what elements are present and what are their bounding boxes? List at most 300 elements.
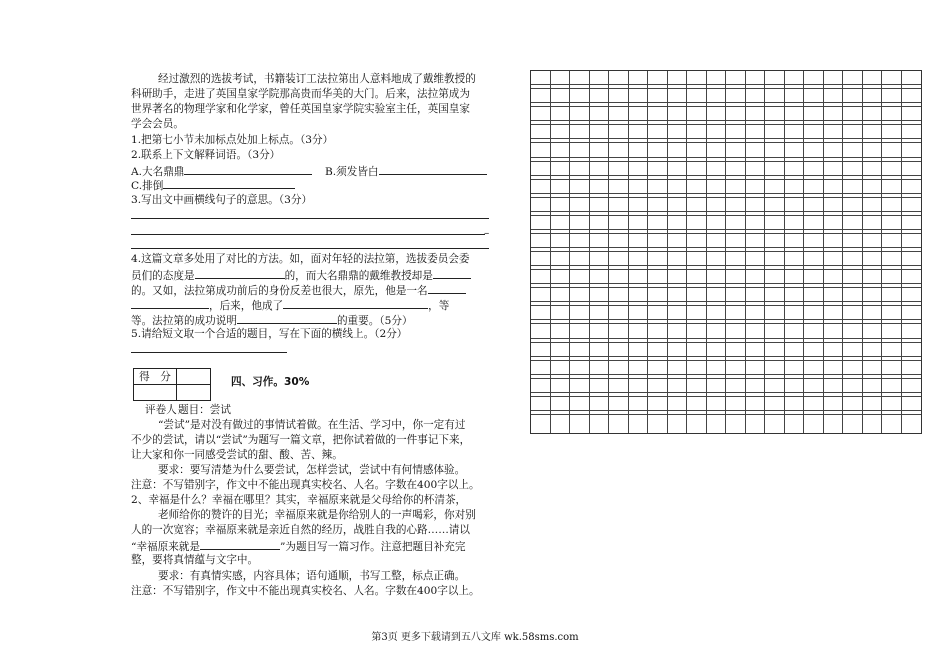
grid-cell[interactable] (609, 180, 629, 198)
grid-cell[interactable] (765, 180, 785, 198)
grid-cell[interactable] (629, 379, 649, 397)
grid-cell[interactable] (570, 343, 590, 361)
grid-cell[interactable] (668, 397, 688, 415)
grid-cell[interactable] (551, 252, 571, 270)
grid-cell[interactable] (824, 71, 844, 89)
grid-cell[interactable] (551, 306, 571, 324)
grid-cell[interactable] (824, 180, 844, 198)
grid-cell[interactable] (531, 415, 551, 433)
grid-cell[interactable] (668, 361, 688, 379)
grid-cell[interactable] (629, 143, 649, 161)
answer-blank-4c[interactable] (428, 282, 466, 294)
grid-cell[interactable] (843, 162, 863, 180)
grid-cell[interactable] (882, 180, 902, 198)
grid-cell[interactable] (551, 288, 571, 306)
grid-cell[interactable] (746, 270, 766, 288)
grid-cell[interactable] (707, 125, 727, 143)
grid-cell[interactable] (609, 288, 629, 306)
grid-cell[interactable] (551, 379, 571, 397)
grid-cell[interactable] (590, 397, 610, 415)
grid-cell[interactable] (882, 143, 902, 161)
grid-cell[interactable] (609, 270, 629, 288)
grid-cell[interactable] (785, 252, 805, 270)
grid-cell[interactable] (804, 180, 824, 198)
grid-cell[interactable] (687, 234, 707, 252)
grid-cell[interactable] (609, 216, 629, 234)
grid-cell[interactable] (824, 107, 844, 125)
grid-cell[interactable] (902, 198, 922, 216)
grid-cell[interactable] (824, 361, 844, 379)
grid-cell[interactable] (843, 198, 863, 216)
grid-cell[interactable] (824, 288, 844, 306)
writing-grid[interactable] (530, 70, 922, 434)
grid-cell[interactable] (609, 143, 629, 161)
grid-cell[interactable] (882, 252, 902, 270)
grid-cell[interactable] (843, 125, 863, 143)
grid-cell[interactable] (902, 162, 922, 180)
grid-cell[interactable] (629, 71, 649, 89)
grid-cell[interactable] (668, 252, 688, 270)
grid-cell[interactable] (551, 361, 571, 379)
grid-cell[interactable] (648, 343, 668, 361)
grid-cell[interactable] (629, 125, 649, 143)
grid-cell[interactable] (648, 89, 668, 107)
answer-blank-2b[interactable] (379, 163, 487, 175)
grid-cell[interactable] (531, 234, 551, 252)
grid-cell[interactable] (863, 252, 883, 270)
grid-cell[interactable] (746, 107, 766, 125)
grid-cell[interactable] (785, 415, 805, 433)
grid-cell[interactable] (843, 180, 863, 198)
grid-cell[interactable] (629, 343, 649, 361)
grid-cell[interactable] (804, 288, 824, 306)
grid-cell[interactable] (804, 324, 824, 342)
grid-cell[interactable] (648, 180, 668, 198)
grid-cell[interactable] (746, 415, 766, 433)
grid-cell[interactable] (629, 162, 649, 180)
grid-cell[interactable] (531, 162, 551, 180)
grid-cell[interactable] (687, 379, 707, 397)
grid-cell[interactable] (551, 324, 571, 342)
grid-cell[interactable] (648, 306, 668, 324)
grid-cell[interactable] (863, 361, 883, 379)
grid-cell[interactable] (804, 270, 824, 288)
grid-cell[interactable] (590, 107, 610, 125)
answer-blank-2c[interactable] (163, 177, 295, 189)
grid-cell[interactable] (882, 415, 902, 433)
grid-cell[interactable] (609, 125, 629, 143)
answer-line-3b[interactable] (131, 234, 485, 235)
grid-cell[interactable] (824, 234, 844, 252)
grid-cell[interactable] (804, 379, 824, 397)
grid-cell[interactable] (863, 216, 883, 234)
grid-cell[interactable] (570, 180, 590, 198)
grid-cell[interactable] (804, 306, 824, 324)
grid-cell[interactable] (707, 162, 727, 180)
grid-cell[interactable] (765, 343, 785, 361)
grid-cell[interactable] (629, 415, 649, 433)
grid-cell[interactable] (531, 89, 551, 107)
grid-cell[interactable] (824, 306, 844, 324)
grid-cell[interactable] (746, 306, 766, 324)
grid-cell[interactable] (843, 216, 863, 234)
grid-cell[interactable] (609, 343, 629, 361)
answer-blank-4d[interactable] (131, 297, 209, 309)
grid-cell[interactable] (590, 216, 610, 234)
grid-cell[interactable] (551, 125, 571, 143)
grid-cell[interactable] (902, 288, 922, 306)
grid-cell[interactable] (590, 288, 610, 306)
grid-cell[interactable] (863, 198, 883, 216)
grid-cell[interactable] (590, 306, 610, 324)
grid-cell[interactable] (746, 162, 766, 180)
grid-cell[interactable] (629, 397, 649, 415)
grid-cell[interactable] (531, 143, 551, 161)
grid-cell[interactable] (765, 198, 785, 216)
grid-cell[interactable] (668, 343, 688, 361)
grid-cell[interactable] (746, 379, 766, 397)
grid-cell[interactable] (531, 361, 551, 379)
grid-cell[interactable] (804, 71, 824, 89)
grid-cell[interactable] (902, 343, 922, 361)
grid-cell[interactable] (609, 361, 629, 379)
grid-cell[interactable] (726, 71, 746, 89)
grid-cell[interactable] (570, 143, 590, 161)
grid-cell[interactable] (648, 361, 668, 379)
grid-cell[interactable] (804, 361, 824, 379)
grid-cell[interactable] (843, 306, 863, 324)
grid-cell[interactable] (668, 180, 688, 198)
grid-cell[interactable] (746, 89, 766, 107)
grid-cell[interactable] (785, 143, 805, 161)
grid-cell[interactable] (707, 216, 727, 234)
grid-cell[interactable] (746, 71, 766, 89)
grid-cell[interactable] (707, 107, 727, 125)
grid-cell[interactable] (804, 89, 824, 107)
grid-cell[interactable] (824, 216, 844, 234)
grid-cell[interactable] (551, 198, 571, 216)
grid-cell[interactable] (531, 343, 551, 361)
grid-cell[interactable] (843, 361, 863, 379)
grid-cell[interactable] (590, 198, 610, 216)
grid-cell[interactable] (843, 234, 863, 252)
grid-cell[interactable] (648, 216, 668, 234)
grid-cell[interactable] (765, 379, 785, 397)
grid-cell[interactable] (785, 216, 805, 234)
grid-cell[interactable] (570, 234, 590, 252)
grid-cell[interactable] (570, 125, 590, 143)
grid-cell[interactable] (785, 107, 805, 125)
grid-cell[interactable] (668, 162, 688, 180)
answer-line-3c[interactable] (131, 248, 489, 249)
grid-cell[interactable] (804, 107, 824, 125)
grid-cell[interactable] (609, 107, 629, 125)
grid-cell[interactable] (902, 361, 922, 379)
grid-cell[interactable] (707, 71, 727, 89)
grid-cell[interactable] (765, 288, 785, 306)
grid-cell[interactable] (765, 143, 785, 161)
grid-cell[interactable] (590, 361, 610, 379)
grid-cell[interactable] (687, 288, 707, 306)
grid-cell[interactable] (531, 306, 551, 324)
grid-cell[interactable] (570, 379, 590, 397)
grid-cell[interactable] (824, 89, 844, 107)
grid-cell[interactable] (531, 71, 551, 89)
grid-cell[interactable] (707, 234, 727, 252)
grid-cell[interactable] (765, 71, 785, 89)
grid-cell[interactable] (882, 397, 902, 415)
grid-cell[interactable] (707, 361, 727, 379)
grid-cell[interactable] (882, 306, 902, 324)
grid-cell[interactable] (629, 198, 649, 216)
grid-cell[interactable] (726, 107, 746, 125)
grid-cell[interactable] (531, 125, 551, 143)
grid-cell[interactable] (863, 270, 883, 288)
grid-cell[interactable] (863, 143, 883, 161)
grid-cell[interactable] (551, 71, 571, 89)
grid-cell[interactable] (726, 162, 746, 180)
grid-cell[interactable] (726, 198, 746, 216)
grid-cell[interactable] (629, 180, 649, 198)
grid-cell[interactable] (648, 162, 668, 180)
grid-cell[interactable] (863, 324, 883, 342)
grid-cell[interactable] (765, 162, 785, 180)
grid-cell[interactable] (668, 71, 688, 89)
grid-cell[interactable] (902, 89, 922, 107)
grid-cell[interactable] (687, 343, 707, 361)
grid-cell[interactable] (629, 324, 649, 342)
grid-cell[interactable] (902, 71, 922, 89)
grid-cell[interactable] (668, 89, 688, 107)
grid-cell[interactable] (882, 361, 902, 379)
grid-cell[interactable] (590, 270, 610, 288)
grid-cell[interactable] (609, 415, 629, 433)
grid-cell[interactable] (863, 343, 883, 361)
grid-cell[interactable] (707, 198, 727, 216)
grid-cell[interactable] (843, 415, 863, 433)
grid-cell[interactable] (785, 288, 805, 306)
grid-cell[interactable] (726, 125, 746, 143)
grid-cell[interactable] (551, 162, 571, 180)
grid-cell[interactable] (843, 397, 863, 415)
grid-cell[interactable] (902, 234, 922, 252)
grid-cell[interactable] (804, 234, 824, 252)
grid-cell[interactable] (609, 162, 629, 180)
grid-cell[interactable] (902, 143, 922, 161)
grid-cell[interactable] (785, 71, 805, 89)
grid-cell[interactable] (629, 306, 649, 324)
grid-cell[interactable] (785, 379, 805, 397)
grid-cell[interactable] (707, 397, 727, 415)
grid-cell[interactable] (531, 288, 551, 306)
grid-cell[interactable] (726, 361, 746, 379)
grid-cell[interactable] (668, 234, 688, 252)
grid-cell[interactable] (804, 143, 824, 161)
grid-cell[interactable] (668, 198, 688, 216)
grid-cell[interactable] (785, 198, 805, 216)
grid-cell[interactable] (824, 324, 844, 342)
grid-cell[interactable] (765, 270, 785, 288)
grid-cell[interactable] (726, 216, 746, 234)
grid-cell[interactable] (668, 415, 688, 433)
grid-cell[interactable] (785, 270, 805, 288)
grid-cell[interactable] (882, 216, 902, 234)
grid-cell[interactable] (648, 324, 668, 342)
grid-cell[interactable] (726, 252, 746, 270)
grid-cell[interactable] (882, 162, 902, 180)
grid-cell[interactable] (726, 143, 746, 161)
grid-cell[interactable] (648, 288, 668, 306)
grid-cell[interactable] (551, 143, 571, 161)
grid-cell[interactable] (551, 89, 571, 107)
grid-cell[interactable] (531, 252, 551, 270)
grid-cell[interactable] (609, 89, 629, 107)
grid-cell[interactable] (726, 343, 746, 361)
grid-cell[interactable] (863, 234, 883, 252)
grid-cell[interactable] (629, 288, 649, 306)
grid-cell[interactable] (863, 306, 883, 324)
grid-cell[interactable] (648, 234, 668, 252)
grid-cell[interactable] (687, 162, 707, 180)
grid-cell[interactable] (609, 306, 629, 324)
grid-cell[interactable] (882, 89, 902, 107)
grid-cell[interactable] (785, 89, 805, 107)
grid-cell[interactable] (765, 216, 785, 234)
grid-cell[interactable] (882, 107, 902, 125)
grid-cell[interactable] (648, 71, 668, 89)
grid-cell[interactable] (590, 125, 610, 143)
grid-cell[interactable] (629, 89, 649, 107)
grid-cell[interactable] (590, 143, 610, 161)
grid-cell[interactable] (882, 71, 902, 89)
grid-cell[interactable] (687, 143, 707, 161)
grid-cell[interactable] (531, 216, 551, 234)
grid-cell[interactable] (551, 216, 571, 234)
grid-cell[interactable] (590, 252, 610, 270)
score-value-cell[interactable] (177, 369, 211, 385)
grid-cell[interactable] (590, 180, 610, 198)
grid-cell[interactable] (746, 143, 766, 161)
grid-cell[interactable] (765, 125, 785, 143)
grid-cell[interactable] (843, 71, 863, 89)
grid-cell[interactable] (882, 343, 902, 361)
grid-cell[interactable] (551, 415, 571, 433)
grid-cell[interactable] (824, 379, 844, 397)
grid-cell[interactable] (765, 107, 785, 125)
grid-cell[interactable] (902, 415, 922, 433)
grid-cell[interactable] (746, 252, 766, 270)
grid-cell[interactable] (668, 270, 688, 288)
grid-cell[interactable] (531, 270, 551, 288)
grid-cell[interactable] (687, 89, 707, 107)
grid-cell[interactable] (707, 343, 727, 361)
grid-cell[interactable] (843, 89, 863, 107)
grid-cell[interactable] (785, 361, 805, 379)
grid-cell[interactable] (882, 198, 902, 216)
grid-cell[interactable] (668, 107, 688, 125)
grid-cell[interactable] (648, 397, 668, 415)
grid-cell[interactable] (687, 180, 707, 198)
grid-cell[interactable] (785, 180, 805, 198)
grid-cell[interactable] (824, 252, 844, 270)
grid-cell[interactable] (570, 71, 590, 89)
grid-cell[interactable] (882, 270, 902, 288)
grid-cell[interactable] (824, 198, 844, 216)
grid-cell[interactable] (843, 252, 863, 270)
grid-cell[interactable] (843, 343, 863, 361)
grid-cell[interactable] (707, 324, 727, 342)
grid-cell[interactable] (882, 288, 902, 306)
grid-cell[interactable] (687, 107, 707, 125)
grid-cell[interactable] (726, 89, 746, 107)
grid-cell[interactable] (882, 234, 902, 252)
grid-cell[interactable] (609, 234, 629, 252)
grid-cell[interactable] (668, 216, 688, 234)
grid-cell[interactable] (629, 216, 649, 234)
grid-cell[interactable] (843, 270, 863, 288)
grid-cell[interactable] (570, 270, 590, 288)
grid-cell[interactable] (687, 125, 707, 143)
grid-cell[interactable] (531, 324, 551, 342)
grid-cell[interactable] (570, 107, 590, 125)
grid-cell[interactable] (609, 71, 629, 89)
grid-cell[interactable] (804, 125, 824, 143)
grid-cell[interactable] (726, 306, 746, 324)
grid-cell[interactable] (765, 234, 785, 252)
grid-cell[interactable] (668, 379, 688, 397)
grid-cell[interactable] (629, 107, 649, 125)
grid-cell[interactable] (863, 125, 883, 143)
grid-cell[interactable] (882, 379, 902, 397)
grid-cell[interactable] (570, 361, 590, 379)
grid-cell[interactable] (668, 288, 688, 306)
grid-cell[interactable] (648, 379, 668, 397)
grid-cell[interactable] (824, 343, 844, 361)
grid-cell[interactable] (804, 343, 824, 361)
grid-cell[interactable] (863, 180, 883, 198)
grid-cell[interactable] (785, 306, 805, 324)
grid-cell[interactable] (707, 379, 727, 397)
grid-cell[interactable] (824, 125, 844, 143)
grid-cell[interactable] (551, 397, 571, 415)
grid-cell[interactable] (902, 216, 922, 234)
grid-cell[interactable] (902, 379, 922, 397)
grid-cell[interactable] (629, 234, 649, 252)
grid-cell[interactable] (765, 89, 785, 107)
grid-cell[interactable] (746, 397, 766, 415)
grid-cell[interactable] (804, 397, 824, 415)
grid-cell[interactable] (590, 71, 610, 89)
grid-cell[interactable] (785, 343, 805, 361)
grid-cell[interactable] (785, 162, 805, 180)
grid-cell[interactable] (726, 415, 746, 433)
grid-cell[interactable] (570, 89, 590, 107)
grid-cell[interactable] (648, 143, 668, 161)
grid-cell[interactable] (843, 379, 863, 397)
grid-cell[interactable] (668, 125, 688, 143)
grid-cell[interactable] (687, 306, 707, 324)
grid-cell[interactable] (551, 343, 571, 361)
grid-cell[interactable] (785, 397, 805, 415)
grid-cell[interactable] (707, 415, 727, 433)
grid-cell[interactable] (648, 415, 668, 433)
grid-cell[interactable] (531, 198, 551, 216)
grid-cell[interactable] (570, 252, 590, 270)
grid-cell[interactable] (765, 252, 785, 270)
grid-cell[interactable] (746, 361, 766, 379)
grid-cell[interactable] (726, 379, 746, 397)
answer-blank-4b[interactable] (433, 267, 471, 279)
